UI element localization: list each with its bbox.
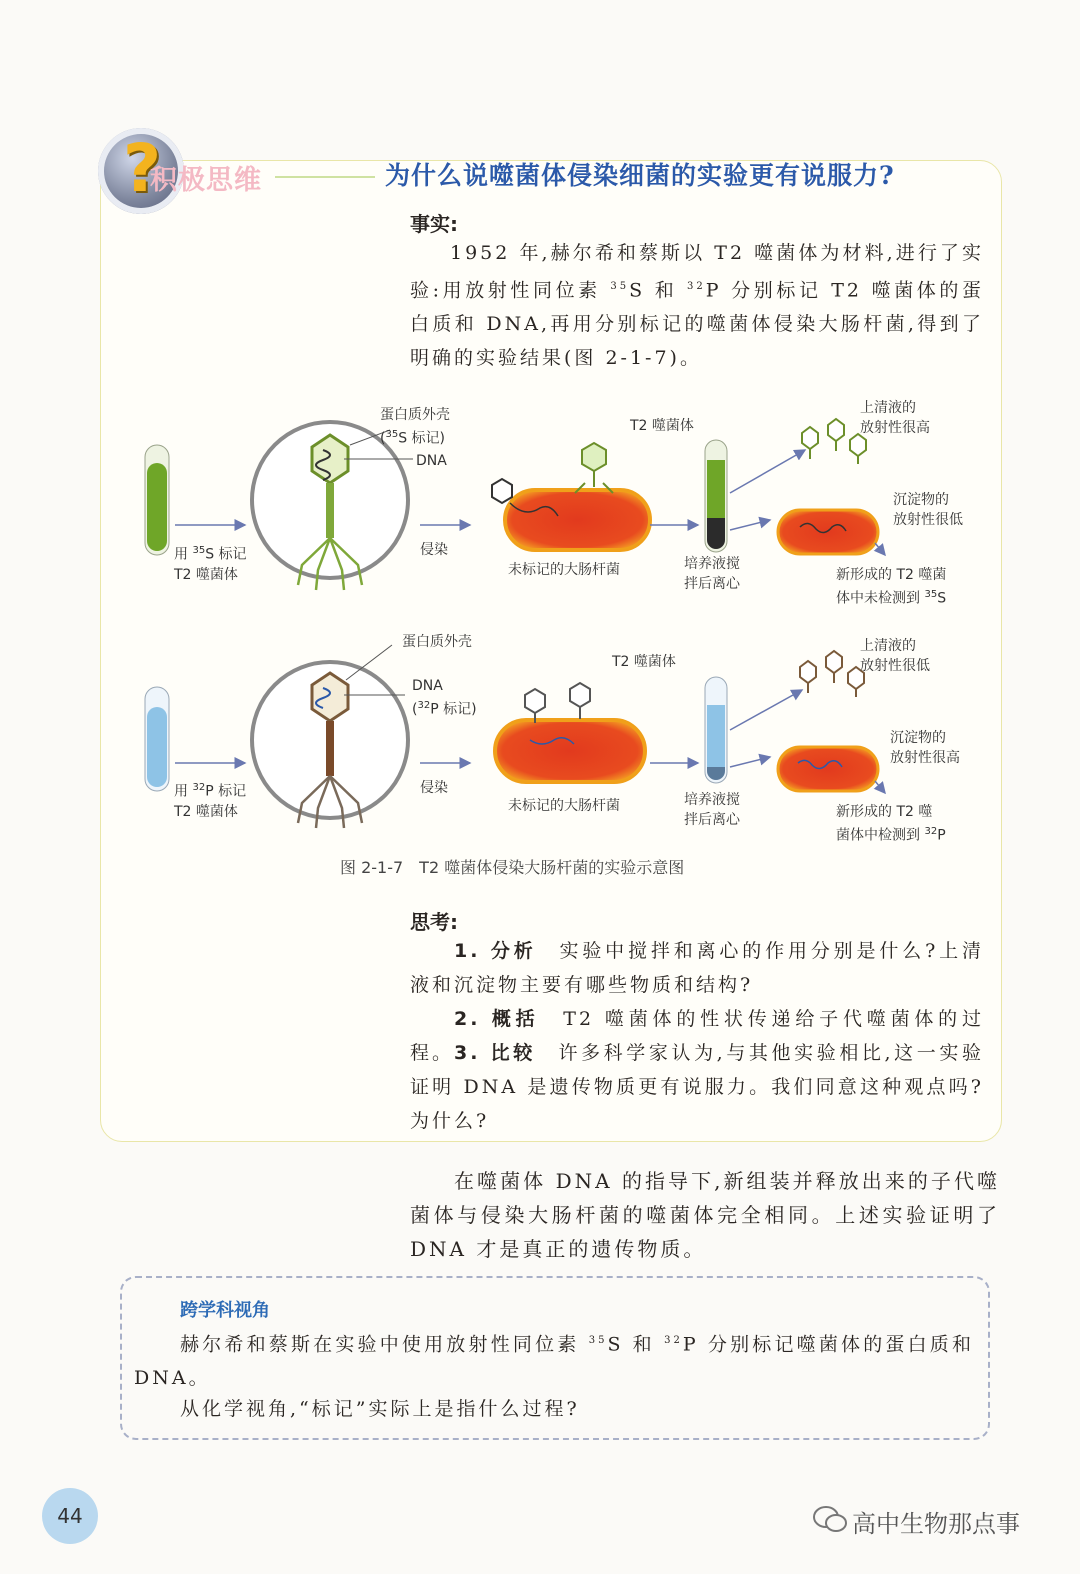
row1-supernatant-shells-icon [802, 419, 866, 464]
row1-dna-label: DNA [416, 453, 447, 469]
questions-heading: 思考: [410, 910, 458, 934]
row1-infect-label: 侵染 [420, 542, 448, 558]
facts-heading: 事实: [410, 212, 458, 236]
question-mark-icon: ? [122, 130, 162, 207]
row2-phage-head-icon [312, 673, 348, 721]
wechat-icon [812, 1504, 848, 1534]
row1-protein-label: 蛋白质外壳 ($^{35}$S 标记) [380, 407, 450, 447]
row2-ecoli-label: 未标记的大肠杆菌 [508, 798, 620, 814]
experiment-figure [130, 395, 980, 845]
row1-sediment-label: 沉淀物的 放射性很低 [893, 492, 963, 528]
row2-t2-label: T2 噬菌体 [612, 654, 676, 670]
row1-ecoli-label: 未标记的大肠杆菌 [508, 562, 620, 578]
section-label: 积极思维 [150, 165, 262, 196]
row1-sediment-cell-icon [778, 510, 878, 554]
section-title: 为什么说噬菌体侵染细菌的实验更有说服力? [385, 161, 895, 190]
question-2: 2. 概括 T2 噬菌体的性状传递给子代噬菌体的过程。 [410, 1008, 984, 1064]
facts-paragraph: 1952 年,赫尔希和蔡斯以 T2 噬菌体为材料,进行了实验:用放射性同位素 $^{35}$S 和 $^{32}$P 分别标记 T2 噬菌体的蛋白质和 DNA,再用分别标记的噬菌体侵染大肠杆菌,得到了明确的实验结果(图 2-1-7)。 [410, 242, 984, 370]
cross-discipline-title: 跨学科视角 [180, 1300, 270, 1321]
row1-green-liquid [147, 463, 167, 551]
row2-ecoli-icon [495, 720, 645, 782]
body-paragraph: 在噬菌体 DNA 的指导下,新组装并释放出来的子代噬菌体与侵染大肠杆菌的噬菌体完全相同。上述实验证明了 DNA 才是真正的遗传物质。 [410, 1169, 1000, 1261]
row1-phage-tail [326, 483, 334, 538]
title-divider [275, 176, 375, 178]
row1-tube-label: 用 $^{35}$S 标记 T2 噬菌体 [174, 545, 247, 583]
row1-supernatant-label: 上清液的 放射性很高 [860, 400, 930, 436]
row1-t2-label: T2 噬菌体 [630, 418, 694, 434]
row2-supernatant-label: 上清液的 放射性很低 [860, 638, 930, 674]
row2-result-label: 新形成的 T2 噬 菌体中检测到 $^{32}$P [836, 804, 946, 844]
cross-discipline-paragraph-1: 赫尔希和蔡斯在实验中使用放射性同位素 $^{35}$S 和 $^{32}$P 分别标记噬菌体的蛋白质和 DNA。 [134, 1333, 974, 1390]
row2-infect-label: 侵染 [420, 780, 448, 796]
watermark: 高中生物那点事 [852, 1510, 1020, 1538]
row1-result-label: 新形成的 T2 噬菌 体中未检测到 $^{35}$S [836, 567, 947, 607]
figure-caption: 图 2-1-7 T2 噬菌体侵染大肠杆菌的实验示意图 [340, 858, 685, 877]
row1-phage-small-icon [492, 479, 512, 503]
row1-phage-attached-icon [582, 443, 606, 471]
row2-phage-tail [326, 721, 334, 776]
row2-dna-label: DNA ($^{32}$P 标记) [412, 678, 477, 718]
row2-sediment-label: 沉淀物的 放射性很高 [890, 730, 960, 766]
row2-centrifuge-label: 培养液搅 拌后离心 [684, 792, 740, 828]
row2-phage-small-icon [525, 689, 545, 713]
row2-sediment-cell-icon [778, 747, 878, 791]
row2-blue-liquid [147, 707, 167, 787]
row2-tube-label: 用 $^{32}$P 标记 T2 噬菌体 [174, 782, 247, 820]
question-1: 1. 分析 实验中搅拌和离心的作用分别是什么?上清液和沉淀物主要有哪些物质和结构? [410, 940, 984, 996]
cross-discipline-paragraph-2: 从化学视角,“标记”实际上是指什么过程? [180, 1398, 580, 1420]
row1-centrifuge-label: 培养液搅 拌后离心 [684, 556, 740, 592]
question-3: 3. 比较 许多科学家认为,与其他实验相比,这一实验证明 DNA 是遗传物质更有说服力。我们同意这种观点吗?为什么? [410, 1042, 984, 1132]
row2-protein-label: 蛋白质外壳 [402, 634, 472, 650]
row1-ecoli-icon [505, 490, 650, 550]
row2-supernatant-shells-icon [800, 651, 864, 697]
page-number: 44 [42, 1488, 98, 1544]
